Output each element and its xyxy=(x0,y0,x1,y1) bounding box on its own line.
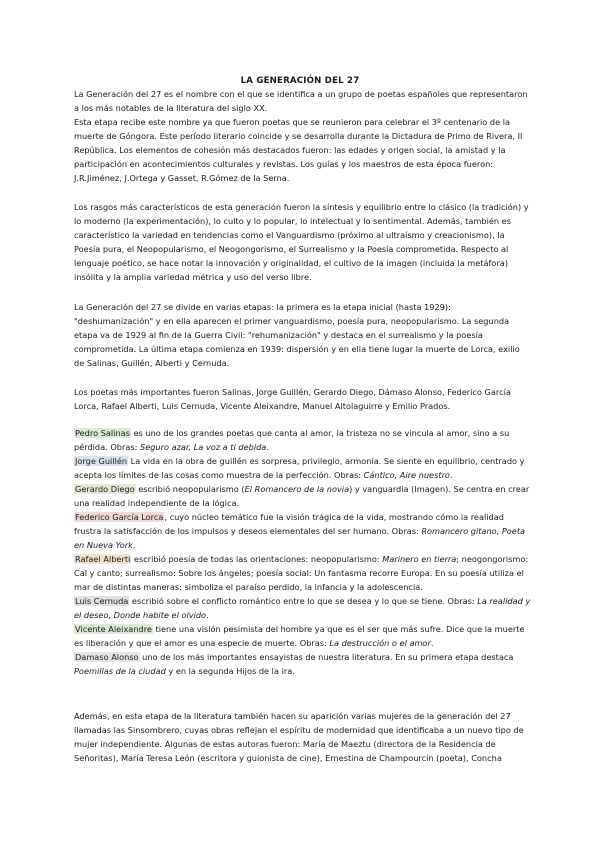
poet-works: La destrucción o el amor xyxy=(329,638,431,648)
poet-entry: Pedro Salinas es uno de los grandes poetas que canta al amor, la tristeza no se vincula al amor, sino a su pérdida. Obras: Seguro azar, La voz a ti debida. xyxy=(74,428,510,452)
poet-entry: Gerardo Diego escribió neopopularismo (El Romancero de la novia) y vanguardia (Imagen). Se centra en crear una realidad independiente de la lógica. xyxy=(74,484,530,508)
poets-list-paragraph: Los poetas más importantes fueron Salinas, Jorge Guillén, Gerardo Diego, Dámaso Alonso, Federico García Lorca, Rafael Alberti, Luis Cernuda, Vicente Aleixandre, Manuel Altolaguirre y Emilio Prados. xyxy=(74,387,511,411)
poet-entry: Damaso Alonso uno de los más importantes ensayistas de nuestra literatura. En su primera etapa destaca Poemillas de la ciudad y en la segunda Hijos de la ira. xyxy=(74,652,514,676)
poet-name: Federico García Lorca xyxy=(75,512,164,522)
poet-works: Seguro azar, La voz a ti debida xyxy=(140,442,267,452)
poet-works: Marinero en tierra xyxy=(382,554,457,564)
etapas-paragraph: La Generación del 27 se divide en varias etapas: la primera es la etapa inicial (hasta 1929): "deshumanización" y en ella aparecen el primer vanguardismo, poesía pura, neopopularismo. La segunda etapa va de 1929 al fin de la Guerra Civil: "rehumanización" y destaca en el surrealismo y la poesía comprometida. La última etapa comienza en 1939: dispersión y en ella tiene lugar la muerte de Lorca, exilio de Salinas, Guillén, Alberti y Cernuda. xyxy=(74,302,520,368)
poet-name: Luis Cernuda xyxy=(75,596,129,606)
mujeres-paragraph: Además, en esta etapa de la literatura también hacen su aparición varias mujeres de la generación del 27 llamadas las Sinsombrero, cuyas obras reflejan el espíritu de modernidad que identificaba a un nuevo tipo de mujer independiente. Algunas de estas autoras fueron: María de Maeztu (directora de la Residencia de Señoritas), María Teresa León (escritora y guionista de cine), Ernestina de Champourcín (poeta), Concha xyxy=(74,711,524,763)
poet-works: Cántico, Aire nuestro xyxy=(363,470,450,480)
poet-name: Vicente Aleixandre xyxy=(75,624,152,634)
poet-name: Jorge Guillén xyxy=(75,456,128,466)
poet-works: La realidad y el deseo, Donde habite el olvido xyxy=(74,596,531,620)
poet-name: Damaso Alonso xyxy=(75,652,139,662)
intro-paragraph: La Generación del 27 es el nombre con el que se identifica a un grupo de poetas españoles que representaron a los más notables de la literatura del siglo XX. xyxy=(74,89,528,113)
poet-entry: Jorge Guillén La vida en la obra de guillén es sorpresa, privilegio, armonía. Se siente en equilibrio, centrado y acepta los límites de las cosas como muestra de la perfección. Obras: Cántico, Aire nuestro. xyxy=(74,456,525,480)
poet-works: Poemillas de la ciudad xyxy=(74,666,166,676)
intro-paragraph: Esta etapa recibe este nombre ya que fueron poetas que se reunieron para celebrar el 3º centenario de la muerte de Góngora. Este período literario coincide y se desarrolla durante la Dictadura de Primo de Rivera, II República. Los elementos de cohesión más destacados fueron: las edades y origen social, la amistad y la participación en acontecimientos culturales y revistas. Los guías y los maestros de esta época fueron: J.R.Jiménez, J.Ortega y Gasset, R.Gómez de la Serna. xyxy=(74,117,523,183)
poet-entry: Luis Cernuda escribió sobre el conflicto romántico entre lo que se desea y lo que se tiene. Obras: La realidad y el deseo, Donde habite el olvido. xyxy=(74,596,531,620)
document-title: LA GENERACIÓN DEL 27 xyxy=(240,76,360,86)
poet-name: Rafael Alberti xyxy=(75,554,131,564)
poet-entry: Vicente Aleixandre tiene una visión pesimista del hombre ya que es el ser que más sufre. Dice que la muerte es liberación y que el amor es una especie de muerte. Obras: La destrucción o el amor. xyxy=(74,624,525,648)
poet-name: Pedro Salinas xyxy=(75,428,130,438)
poet-works: El Romancero de la novia xyxy=(244,484,350,494)
poet-works: Romancero gitano, Poeta en Nueva York xyxy=(74,526,526,550)
poet-entry: Federico García Lorca, cuyo núcleo temático fue la visión trágica de la vida, mostrando cómo la realidad frustra la satisfacción de los impulsos y deseos elementales del ser humano. Obras: Romancero gitano, Poeta en Nueva York. xyxy=(74,512,526,550)
poet-entry: Rafael Alberti escribió poesía de todas las orientaciones: neopopularismo: Marinero en tierra; neogongorismo: Cal y canto; surrealismo: Sobre los ángeles; poesía social: Un fantasma recorre Europa. En su poesía utiliza el mar de distintas maneras: simboliza el paraíso perdido, la infancia y la adolescencia. xyxy=(74,554,529,592)
poet-name: Gerardo Diego xyxy=(75,484,135,494)
rasgos-paragraph: Los rasgos más característicos de esta generación fueron la síntesis y equilibrio entre lo clásico (la tradición) y lo moderno (la experimentación), lo culto y lo popular, lo intelectual y lo sentimental. Además, también es característico la variedad en tendencias como el Vanguardismo (próximo al ultraísmo y creacionismo), la Poesía pura, el Neopopularismo, el Neogongorismo, el Surrealismo y la Poesía comprometida. Respecto al lenguaje poético, se hace notar la innovación y originalidad, el cultivo de la imagen (incluida la metáfora) insólita y la amplia variedad métrica y uso del verso libre. xyxy=(74,202,529,282)
poets-section xyxy=(74,426,532,678)
intro-section xyxy=(74,87,532,185)
